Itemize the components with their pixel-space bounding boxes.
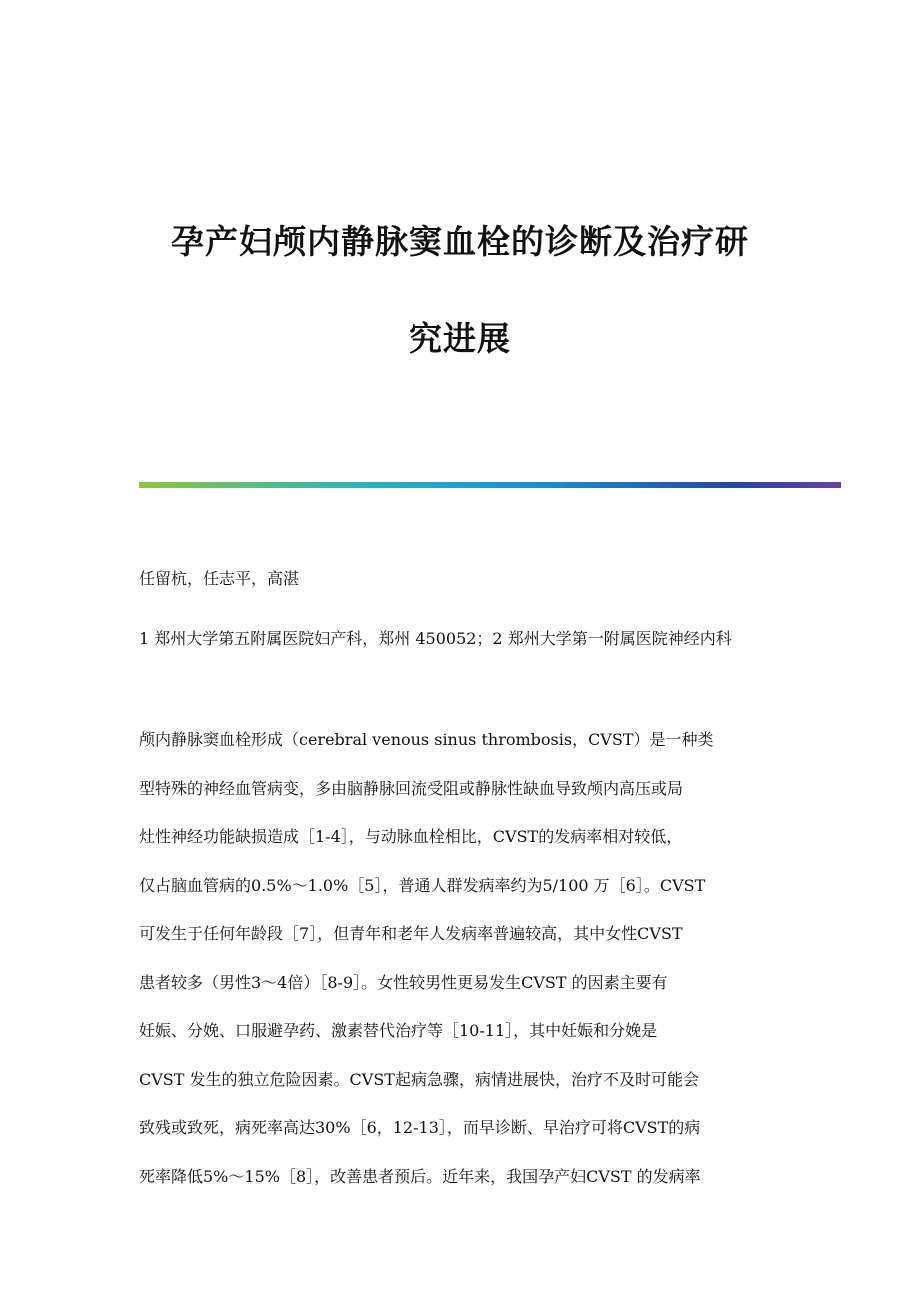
body-line: 颅内静脉窦血栓形成（cerebral venous sinus thrombosis，CVST）是一种类 xyxy=(139,730,714,749)
affiliation: 1 郑州大学第五附属医院妇产科，郑州 450052；2 郑州大学第一附属医院神经内科 xyxy=(139,629,732,648)
body-line: 致残或致死，病死率高达30%［6，12-13］，而早诊断、早治疗可将CVST的病 xyxy=(139,1118,701,1137)
body-line: 仅占脑血管病的0.5%～1.0%［5］，普通人群发病率约为5/100 万［6］。CVST xyxy=(139,875,706,895)
body-line: 型特殊的神经血管病变，多由脑静脉回流受阻或静脉性缺血导致颅内高压或局 xyxy=(139,778,684,798)
paper-title-line-2: 究进展 xyxy=(409,319,511,358)
body-line: 妊娠、分娩、口服避孕药、激素替代治疗等［10-11］，其中妊娠和分娩是 xyxy=(139,1021,658,1040)
body-line: 死率降低5%～15%［8］，改善患者预后。近年来，我国孕产妇CVST 的发病率 xyxy=(139,1166,701,1186)
body-paragraph xyxy=(139,728,789,1213)
body-line: 可发生于任何年龄段［7］，但青年和老年人发病率普遍较高，其中女性CVST xyxy=(139,924,683,943)
body-line: 患者较多（男性3～4倍）［8-9］。女性较男性更易发生CVST 的因素主要有 xyxy=(139,972,668,992)
body-line: CVST 发生的独立危险因素。CVST起病急骤，病情进展快，治疗不及时可能会 xyxy=(139,1069,699,1089)
paper-title-line-1: 孕产妇颅内静脉窦血栓的诊断及治疗研 xyxy=(171,222,749,261)
body-line: 灶性神经功能缺损造成［1-4］，与动脉血栓相比，CVST的发病率相对较低， xyxy=(139,827,683,846)
title-divider xyxy=(139,482,841,488)
authors: 任留杭，任志平，高湛 xyxy=(139,569,300,588)
